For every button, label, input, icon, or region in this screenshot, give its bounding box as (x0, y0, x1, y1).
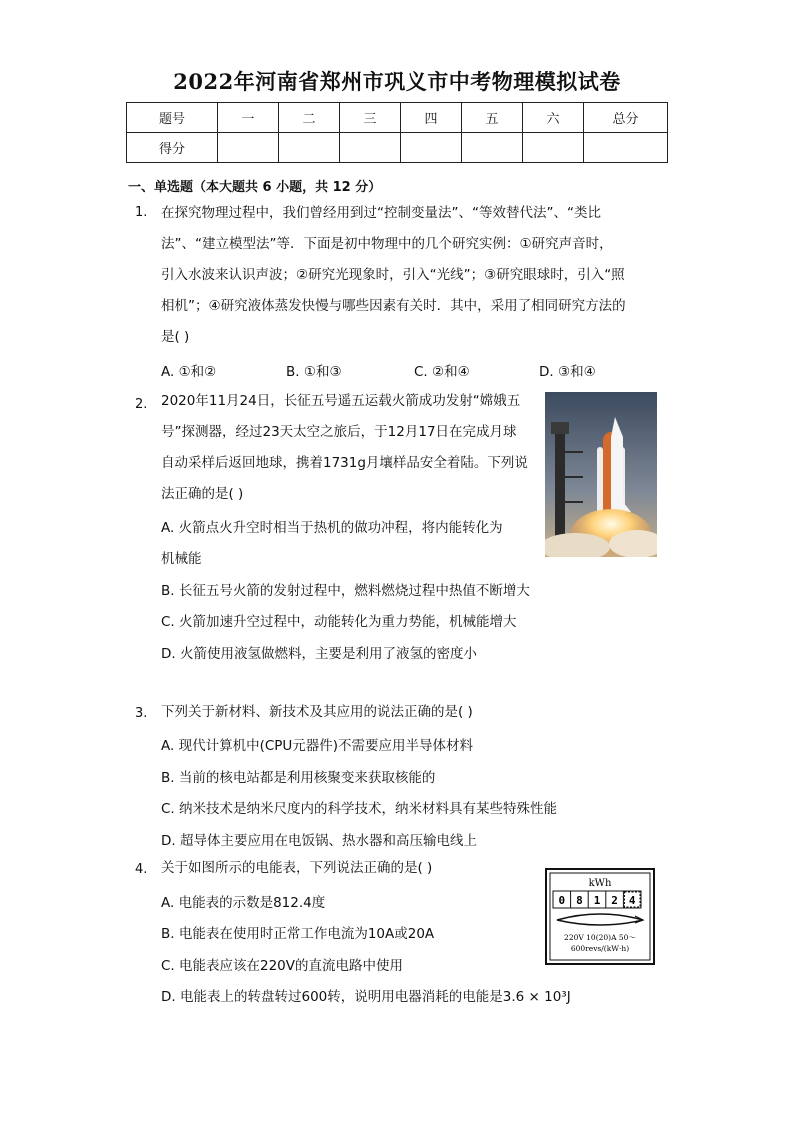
section-heading: 一、单选题（本大题共 6 小题，共 12 分） (128, 180, 382, 195)
option-b[interactable]: B. 电能表在使用时正常工作电流为10A或20A (161, 926, 435, 942)
meter-digit: 0 (558, 894, 566, 907)
meter-spec-revolutions: 600revs/(kW·h) (570, 944, 630, 953)
question-number: 4. (135, 862, 148, 877)
option-b[interactable]: B. ①和③ (286, 364, 342, 380)
score-cell[interactable] (340, 133, 401, 163)
score-cell[interactable] (279, 133, 340, 163)
option-d[interactable]: D. 火箭使用液氢做燃料，主要是利用了液氢的密度小 (161, 646, 477, 662)
question-4-stem (161, 853, 432, 884)
score-header-cell: 六 (523, 103, 584, 133)
meter-digit: 4 (628, 894, 636, 907)
meter-digit: 1 (593, 894, 601, 907)
question-line: 相机”；④研究液体蒸发快慢与哪些因素有关时．其中，采用了相同研究方法的 (161, 298, 626, 314)
option-d[interactable]: D. ③和④ (539, 364, 596, 380)
question-1-stem (161, 198, 626, 353)
question-number: 1. (135, 205, 148, 220)
option-d[interactable]: D. 超导体主要应用在电饭锅、热水器和高压输电线上 (161, 833, 477, 849)
question-line: 关于如图所示的电能表，下列说法正确的是( ) (161, 860, 433, 876)
score-cell[interactable] (523, 133, 584, 163)
question-line: 引入水波来认识声波；②研究光现象时，引入“光线”；③研究眼球时，引入“照 (161, 267, 625, 283)
score-header-cell: 题号 (127, 103, 218, 133)
question-line: 2020年11月24日，长征五号遥五运载火箭成功发射“嫦娥五 (161, 393, 521, 409)
question-2-stem (161, 386, 528, 510)
meter-unit: kWh (588, 878, 612, 889)
option-d[interactable]: D. 电能表上的转盘转过600转，说明用电器消耗的电能是3.6 × 10³J (161, 989, 571, 1005)
score-table-score-row (127, 133, 668, 163)
question-line: 号”探测器，经过23天太空之旅后，于12月17日在完成月球 (161, 424, 517, 440)
option-c[interactable]: C. 电能表应该在220V的直流电路中使用 (161, 958, 404, 974)
score-table-header-row (127, 103, 668, 133)
option-c[interactable]: C. 纳米技术是纳米尺度内的科学技术，纳米材料具有某些特殊性能 (161, 801, 558, 817)
question-line: 自动采样后返回地球，携着1731g月壤样品安全着陆。下列说 (161, 455, 528, 471)
score-header-cell: 二 (279, 103, 340, 133)
score-cell[interactable] (462, 133, 523, 163)
question-line: 是( ) (161, 329, 190, 345)
option-c[interactable]: C. ②和④ (414, 364, 470, 380)
option-b[interactable]: B. 长征五号火箭的发射过程中，燃料燃烧过程中热值不断增大 (161, 583, 530, 599)
score-row-label: 得分 (127, 133, 218, 163)
page-title: 2022年河南省郑州市巩义市中考物理模拟试卷 (173, 69, 621, 94)
meter-digit: 8 (576, 894, 583, 907)
option-a-continuation: 机械能 (161, 551, 202, 567)
question-line: 下列关于新材料、新技术及其应用的说法正确的是( ) (161, 704, 473, 720)
question-line: 在探究物理过程中，我们曾经用到过“控制变量法”、“等效替代法”、“类比 (161, 205, 601, 221)
score-header-cell: 三 (340, 103, 401, 133)
score-header-cell: 一 (218, 103, 279, 133)
question-line: 法正确的是( ) (161, 486, 244, 502)
option-a[interactable]: A. 电能表的示数是812.4度 (161, 895, 326, 911)
question-line: 法”、“建立模型法”等．下面是初中物理中的几个研究实例：①研究声音时， (161, 236, 613, 252)
score-cell[interactable] (401, 133, 462, 163)
question-number: 3. (135, 706, 148, 721)
meter-spec-voltage-current: 220V 10(20)A 50～ (564, 933, 636, 942)
score-table (126, 102, 668, 163)
question-3-stem (161, 697, 473, 728)
option-b[interactable]: B. 当前的核电站都是利用核聚变来获取核能的 (161, 770, 436, 786)
option-a[interactable]: A. 现代计算机中(CPU元器件)不需要应用半导体材料 (161, 738, 474, 754)
meter-digit: 2 (611, 894, 618, 907)
score-cell[interactable] (218, 133, 279, 163)
rocket-launch-image (545, 392, 657, 557)
electricity-meter-image (545, 868, 655, 965)
score-header-cell: 五 (462, 103, 523, 133)
score-header-cell: 总分 (584, 103, 668, 133)
score-cell[interactable] (584, 133, 668, 163)
option-a[interactable]: A. 火箭点火升空时相当于热机的做功冲程，将内能转化为 (161, 520, 503, 536)
score-header-cell: 四 (401, 103, 462, 133)
question-number: 2. (135, 397, 148, 412)
option-a[interactable]: A. ①和② (161, 364, 217, 380)
option-c[interactable]: C. 火箭加速升空过程中，动能转化为重力势能，机械能增大 (161, 614, 517, 630)
